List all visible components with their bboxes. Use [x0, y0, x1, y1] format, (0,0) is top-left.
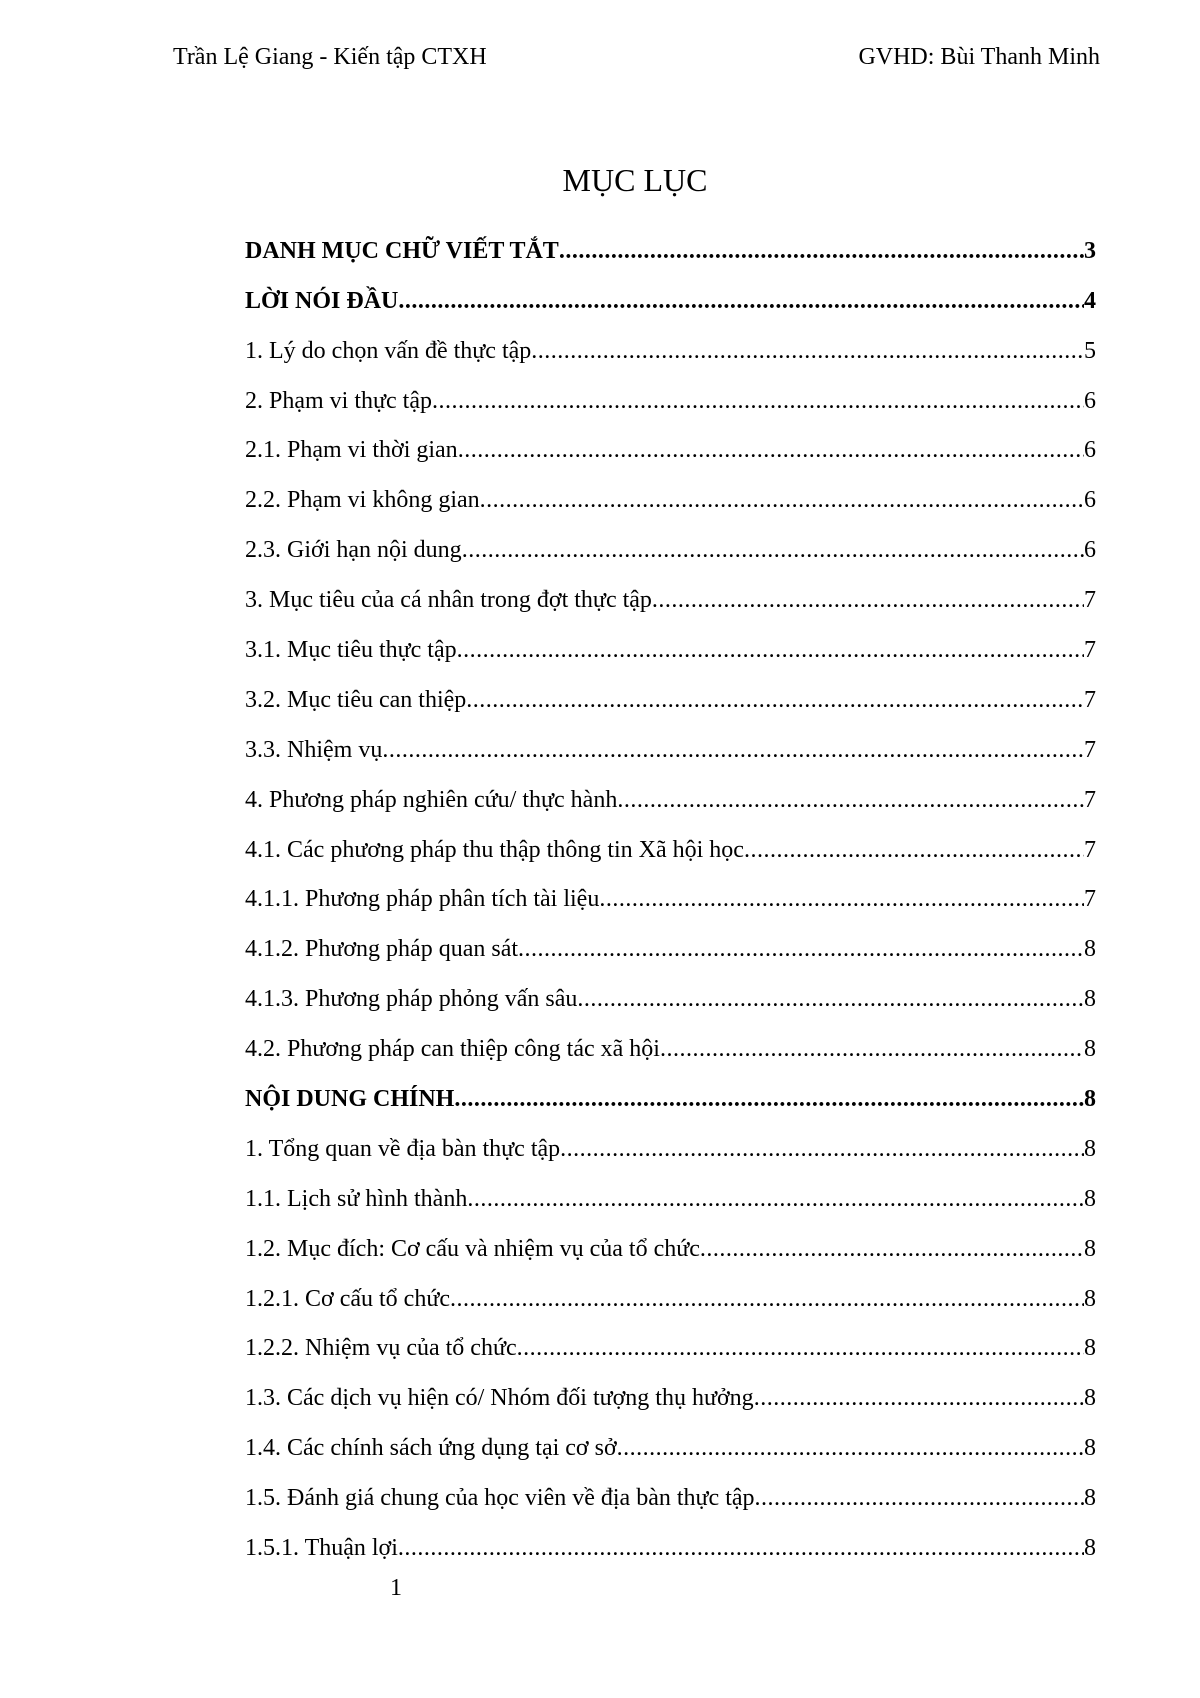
toc-entry[interactable]: [245, 1469, 1096, 1519]
toc-entry-title: 3.1. Mục tiêu thực tập: [245, 637, 457, 664]
toc-entry-title: 1. Lý do chọn vấn đề thực tập: [245, 337, 532, 364]
table-of-contents: [245, 222, 1096, 1569]
toc-entry-page: 8: [1084, 1086, 1096, 1113]
toc-dot-leader: [577, 984, 1084, 1020]
toc-entry[interactable]: [245, 521, 1096, 571]
page-title: MỤC LỤC: [562, 162, 708, 198]
toc-entry-title: 1.3. Các dịch vụ hiện có/ Nhóm đối tượng thụ hưởng: [245, 1385, 754, 1412]
toc-entry[interactable]: [245, 671, 1096, 721]
toc-entry-page: 7: [1084, 686, 1096, 713]
toc-entry-page: 8: [1084, 936, 1096, 963]
toc-entry[interactable]: [245, 1270, 1096, 1320]
toc-entry[interactable]: [245, 721, 1096, 771]
toc-entry[interactable]: [245, 322, 1096, 372]
toc-entry[interactable]: [245, 372, 1096, 422]
toc-dot-leader: [560, 1134, 1084, 1170]
toc-entry-page: 7: [1084, 587, 1096, 614]
toc-entry[interactable]: [245, 1120, 1096, 1170]
toc-entry-page: 3: [1084, 237, 1096, 264]
toc-entry-page: 8: [1084, 1036, 1096, 1063]
toc-dot-leader: [398, 286, 1084, 322]
toc-entry[interactable]: [245, 1170, 1096, 1220]
toc-entry[interactable]: [245, 771, 1096, 821]
toc-entry-title: DANH MỤC CHỮ VIẾT TẮT: [245, 237, 559, 264]
toc-entry-page: 8: [1084, 1435, 1096, 1462]
page-number: 1: [390, 1575, 402, 1601]
toc-entry-title: LỜI NÓI ĐẦU: [245, 287, 399, 314]
toc-entry-page: 7: [1084, 886, 1096, 913]
toc-entry-title: 2.2. Phạm vi không gian: [245, 487, 480, 514]
toc-entry-page: 7: [1084, 736, 1096, 763]
toc-dot-leader: [617, 1433, 1084, 1469]
toc-entry[interactable]: [245, 1369, 1096, 1419]
toc-dot-leader: [466, 685, 1084, 721]
toc-dot-leader: [617, 785, 1084, 821]
toc-entry-page: 4: [1084, 287, 1096, 314]
toc-entry[interactable]: [245, 621, 1096, 671]
toc-entry[interactable]: [245, 471, 1096, 521]
toc-dot-leader: [652, 585, 1084, 621]
toc-entry[interactable]: [245, 571, 1096, 621]
toc-entry[interactable]: [245, 222, 1096, 272]
toc-entry-title: 1. Tổng quan về địa bàn thực tập: [245, 1135, 561, 1162]
toc-entry[interactable]: [245, 821, 1096, 871]
toc-entry-title: 1.2.2. Nhiệm vụ của tổ chức: [245, 1335, 517, 1362]
toc-dot-leader: [458, 435, 1084, 471]
toc-dot-leader: [480, 485, 1084, 521]
toc-entry-title: 4.1.3. Phương pháp phỏng vấn sâu: [245, 986, 578, 1013]
toc-entry[interactable]: [245, 970, 1096, 1020]
toc-entry[interactable]: [245, 1020, 1096, 1070]
toc-dot-leader: [462, 535, 1084, 571]
toc-dot-leader: [457, 635, 1084, 671]
toc-entry[interactable]: [245, 1320, 1096, 1370]
toc-entry-page: 8: [1084, 1335, 1096, 1362]
toc-entry-title: 4.1.1. Phương pháp phân tích tài liệu: [245, 886, 600, 913]
toc-entry-title: 2.3. Giới hạn nội dung: [245, 537, 462, 564]
toc-entry-page: 8: [1084, 1185, 1096, 1212]
toc-entry-title: 3.3. Nhiệm vụ: [245, 736, 383, 763]
toc-dot-leader: [754, 1383, 1084, 1419]
toc-entry-page: 7: [1084, 786, 1096, 813]
toc-entry-page: 8: [1084, 1135, 1096, 1162]
toc-entry-page: 6: [1084, 387, 1096, 414]
toc-entry[interactable]: [245, 1220, 1096, 1270]
toc-entry-page: 8: [1084, 1535, 1096, 1562]
toc-entry-page: 5: [1084, 337, 1096, 364]
toc-entry-page: 8: [1084, 986, 1096, 1013]
toc-entry-page: 7: [1084, 637, 1096, 664]
toc-entry-title: 1.4. Các chính sách ứng dụng tại cơ sở: [245, 1435, 617, 1462]
toc-entry-title: 4. Phương pháp nghiên cứu/ thực hành: [245, 786, 618, 813]
toc-dot-leader: [559, 236, 1084, 272]
toc-dot-leader: [744, 835, 1084, 871]
toc-dot-leader: [700, 1234, 1084, 1270]
toc-entry-title: 2.1. Phạm vi thời gian: [245, 437, 458, 464]
toc-entry-title: 1.5. Đánh giá chung của học viên về địa bàn thực tập: [245, 1485, 755, 1512]
toc-dot-leader: [454, 1084, 1084, 1120]
toc-entry-title: 4.2. Phương pháp can thiệp công tác xã hội: [245, 1036, 660, 1063]
toc-entry-title: 1.5.1. Thuận lợi: [245, 1535, 398, 1562]
toc-dot-leader: [517, 1333, 1084, 1369]
toc-entry-title: 4.1. Các phương pháp thu thập thông tin Xã hội học: [245, 836, 744, 863]
toc-entry-page: 8: [1084, 1485, 1096, 1512]
toc-entry-title: 2. Phạm vi thực tập: [245, 387, 432, 414]
toc-entry-page: 6: [1084, 537, 1096, 564]
toc-entry-title: 3. Mục tiêu của cá nhân trong đợt thực tập: [245, 587, 652, 614]
toc-entry-title: 4.1.2. Phương pháp quan sát: [245, 936, 519, 963]
toc-entry-page: 8: [1084, 1235, 1096, 1262]
running-header-left: Trần Lệ Giang - Kiến tập CTXH: [173, 44, 487, 70]
toc-entry-title: NỘI DUNG CHÍNH: [245, 1086, 455, 1113]
toc-dot-leader: [467, 1184, 1084, 1220]
toc-entry[interactable]: [245, 1419, 1096, 1469]
toc-dot-leader: [531, 336, 1084, 372]
running-header-right: GVHD: Bùi Thanh Minh: [858, 44, 1100, 70]
toc-dot-leader: [450, 1284, 1084, 1320]
toc-entry-page: 7: [1084, 836, 1096, 863]
toc-entry-title: 1.2. Mục đích: Cơ cấu và nhiệm vụ của tổ chức: [245, 1235, 700, 1262]
toc-entry-page: 8: [1084, 1285, 1096, 1312]
toc-entry-page: 6: [1084, 437, 1096, 464]
toc-dot-leader: [660, 1034, 1084, 1070]
toc-entry[interactable]: [245, 1070, 1096, 1120]
toc-dot-leader: [382, 735, 1084, 771]
toc-dot-leader: [398, 1533, 1084, 1569]
toc-entry[interactable]: [245, 422, 1096, 472]
toc-entry[interactable]: [245, 920, 1096, 970]
toc-entry-title: 1.1. Lịch sử hình thành: [245, 1185, 468, 1212]
toc-dot-leader: [518, 934, 1084, 970]
toc-dot-leader: [599, 884, 1084, 920]
toc-entry-page: 6: [1084, 487, 1096, 514]
toc-entry[interactable]: [245, 1519, 1096, 1569]
toc-dot-leader: [755, 1483, 1084, 1519]
toc-dot-leader: [432, 386, 1084, 422]
toc-entry-title: 1.2.1. Cơ cấu tổ chức: [245, 1285, 450, 1312]
toc-entry-page: 8: [1084, 1385, 1096, 1412]
toc-entry-title: 3.2. Mục tiêu can thiệp: [245, 686, 467, 713]
toc-entry[interactable]: [245, 871, 1096, 921]
toc-entry[interactable]: [245, 272, 1096, 322]
